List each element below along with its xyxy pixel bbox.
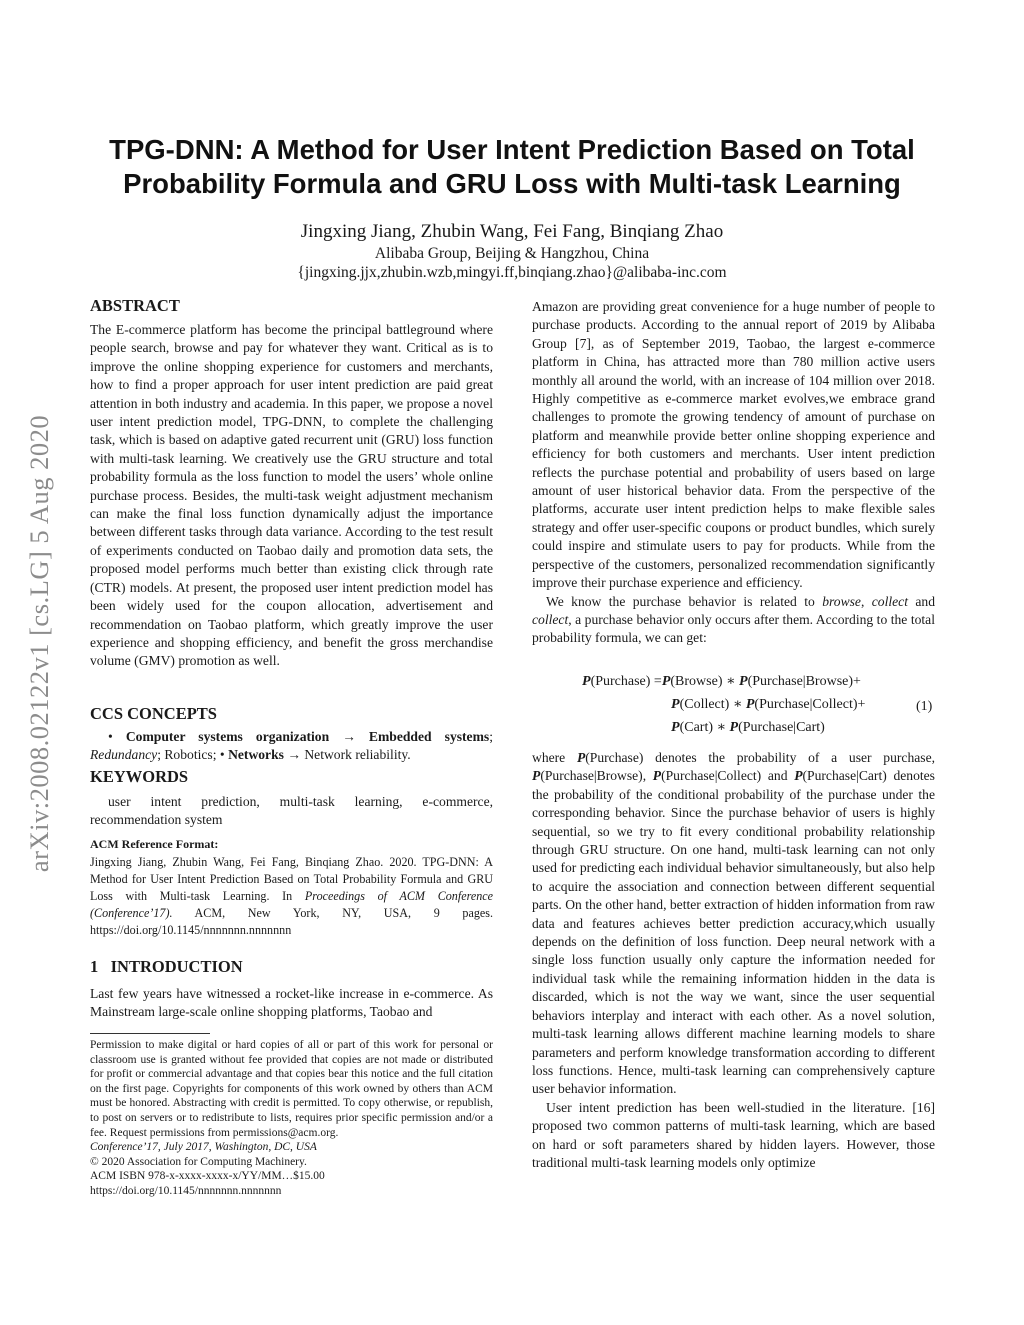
ccs-item: Embedded systems <box>368 729 490 744</box>
footnote-rule <box>90 1033 210 1034</box>
ccs-item: Network reliability. <box>304 747 411 763</box>
text-run: (Purchase|Cart) denotes the probability of the conditional probability of the purchase under the corresponding behavior. Since the purchase behavior of users is highly sequential, so we try to fit every conditional probability relationship through GRU structure. On one hand, multi-task learning can not only used for predicting each individual behavior simultaneously, but also help to acquire the association and connection between different sequential parts. On the other hand, better extraction of hidden information from raw data and features achieves better prediction accuracy,which usually depends on the definition of loss function. Deep neural network with a single loss function usually only capture the information needed for individual task while the remaining information hidden in the data is discarded, which is not the way we want, since the user sequential behaviors interplay and interact with each other. As a novel solution, multi-task learning allows different machine learning models to share parameters and perform knowledge transformation according to different loss functions. Hence, multi-task learning can comprehensively capture user behavior information. <box>532 768 935 1097</box>
ccs-item: Computer systems organization <box>125 729 330 744</box>
ccs-concepts <box>90 728 493 765</box>
intro-paragraph <box>532 749 935 1099</box>
equation-line-2 <box>671 696 865 714</box>
author-list: Jingxing Jiang, Zhubin Wang, Fei Fang, Binqiang Zhao <box>300 221 724 242</box>
text-run: and <box>908 593 936 609</box>
math-symbol: P <box>671 697 680 712</box>
math-symbol: P <box>661 674 671 689</box>
reference-part: ACM, New York, NY, USA, 9 pages. https://doi.org/10.1145/nnnnnnn.nnnnnnn <box>90 906 493 937</box>
emphasis: collect <box>871 593 908 609</box>
intro-paragraph <box>532 593 935 648</box>
math-symbol: P <box>794 768 803 784</box>
arrow: → <box>342 729 356 744</box>
math-symbol: P <box>729 720 739 735</box>
keywords-section <box>90 767 493 830</box>
bullet: • <box>108 729 113 744</box>
introduction-heading <box>90 957 493 977</box>
math-term: (Purchase|Cart) <box>738 720 825 735</box>
ccs-section <box>90 704 493 765</box>
math-term: (Purchase) = <box>590 674 662 689</box>
text-run: , <box>860 593 872 609</box>
text-run: (Purchase|Browse), <box>540 768 653 784</box>
math-term: (Purchase|Collect)+ <box>754 697 866 712</box>
ccs-item: Redundancy <box>90 747 158 763</box>
math-symbol: P <box>671 720 680 735</box>
reference-venue: Proceedings of ACM Conference (Conference’17). <box>90 889 493 920</box>
copyright-line: © 2020 Association for Computing Machinery. <box>90 1155 307 1168</box>
abstract-section <box>90 296 493 671</box>
keywords-heading: KEYWORDS <box>90 767 189 786</box>
ccs-heading: CCS CONCEPTS <box>90 704 217 723</box>
equation-number: (1) <box>916 699 933 714</box>
separator: ; Robotics; <box>157 747 217 763</box>
math-symbol: P <box>582 674 591 689</box>
ccs-item: Networks <box>228 747 284 763</box>
arrow: → <box>287 747 301 763</box>
copyright-footnote <box>90 1038 493 1199</box>
permission-notice: Permission to make digital or hard copies of all or part of this work for personal or classroom use is granted without fee provided that copies are not made or distributed for profit or commercial advantage and that copies bear this notice and the full citation on the first page. Copyrights for components of this work owned by others than ACM must be honored. Abstracting with credit is permitted. To copy otherwise, or republish, to post on servers or to redistribute to lists, requires prior specific permission and/or a fee. Request permissions from permissions@acm.org. <box>90 1039 493 1139</box>
emphasis: collect <box>532 611 569 627</box>
section-title: INTRODUCTION <box>110 957 243 976</box>
equation-line-1 <box>582 673 861 691</box>
math-symbol: P <box>576 750 586 765</box>
introduction-section <box>90 957 493 1022</box>
keywords-text: user intent prediction, multi-task learning, e-commerce, recommendation system <box>90 794 493 828</box>
intro-paragraph: Last few years have witnessed a rocket-like increase in e-commerce. As Mainstream large-scale online shopping platforms, Taobao and <box>90 986 493 1020</box>
abstract-text: The E-commerce platform has become the principal battleground where people search, browse and pay for whatever they want. Critical as is to improve the online shopping experience for customers and merchants, how to find a proper approach for user intent prediction are paid great attention in both industry and academia. In this paper, we propose a novel user intent prediction model, TPG-DNN, to complete the challenging task, which is based on adaptive gated recurrent unit (GRU) loss function with multi-task learning. We creatively use the GRU structure and total probability formula as the loss function to model the users’ whole online purchase process. Besides, the multi-task weight adjustment mechanism can make the final loss function dynamically adjust the importance between different tasks through data variance. According to the test result of experiments conducted on Taobao daily and promotion data sets, the proposed model performs much better than existing click through rate (CTR) models. At present, the proposed user intent prediction model has been widely used for the coupon allocation, advertisement and recommendation on Taobao platform, which greatly improve the user experience and shopping efficiency, and benefit the gross merchandise volume (GMV) promotion as well. <box>90 322 493 669</box>
affiliation: Alibaba Group, Beijing & Hangzhou, China <box>374 245 650 262</box>
math-term: (Collect) ∗ <box>679 697 746 712</box>
section-number: 1 <box>90 957 99 976</box>
doi-line: https://doi.org/10.1145/nnnnnnn.nnnnnnn <box>90 1184 282 1197</box>
author-emails: {jingxing.jjx,zhubin.wzb,mingyi.ff,binqiang.zhao}@alibaba-inc.com <box>297 264 727 281</box>
text-run: (Purchase) denotes the probability of a user purchase, <box>585 750 935 765</box>
math-term: (Purchase|Browse)+ <box>747 674 861 689</box>
arxiv-id-text: arXiv:2008.02122v1 [cs.LG] 5 Aug 2020 <box>24 414 55 872</box>
equation-line-3 <box>671 719 825 737</box>
intro-paragraph: User intent prediction has been well-studied in the literature. [16] proposed two common patterns of multi-task learning, which are based on hard or soft parameters shared by hidden layers. However, those traditional multi-task learning models only optimize <box>532 1099 935 1170</box>
text-run: (Purchase|Collect) and <box>661 768 795 784</box>
math-term: (Cart) ∗ <box>679 720 730 735</box>
math-symbol: P <box>652 768 662 784</box>
intro-right-column-continued <box>532 749 935 1172</box>
separator: ; <box>489 729 493 744</box>
emphasis: browse <box>822 593 861 609</box>
intro-paragraph: Amazon are providing great convenience for a huge number of people to purchase products. According to the annual report of 2019 by Alibaba Group [7], as of September 2019, Taobao, the largest e-commerce platform in China, has attracted more than 780 million active users monthly all around the world, with an increase of 104 million over 2018. Highly competitive as e-commerce market evolves,we embrace grand challenges to promote the growing tendency of amount of purchase on platform and meanwhile provide better online shopping experience and efficiency for both customers and merchants. User intent prediction reflects the purchase potential and probability of users based on large amount of user historical behavior data. From the perspective of the platforms, accurate user intent prediction helps to make flexible sales strategy and offer user-specific coupons or product bundles, which surely could inspire and stimulate users to pay for products. While from the perspective of the customers, personalized recommendation significantly improve their purchase experience and efficiency. <box>532 299 935 591</box>
acm-reference-format <box>90 837 493 939</box>
conference-info: Conference’17, July 2017, Washington, DC, USA <box>90 1141 317 1154</box>
reference-heading: ACM Reference Format: <box>90 837 219 851</box>
paper-title: TPG-DNN: A Method for User Intent Prediction Based on Total Probability Formula and GRU Loss with Multi-task Learning <box>109 134 915 199</box>
isbn-line: ACM ISBN 978-x-xxxx-xxxx-x/YY/MM…$15.00 <box>90 1170 325 1183</box>
abstract-heading: ABSTRACT <box>90 296 180 315</box>
math-term: (Browse) ∗ <box>670 674 740 689</box>
bullet: • <box>219 747 225 763</box>
arxiv-identifier <box>20 356 60 930</box>
reference-part: Jingxing Jiang, Zhubin Wang, Fei Fang, Binqiang Zhao. 2020. TPG-DNN: A Method for User Intent Prediction Based on Total Probability Formula and GRU Loss with Multi-task Learning. In <box>90 855 493 903</box>
math-symbol: P <box>745 697 755 712</box>
reference-text <box>90 854 493 939</box>
text-run: We know the purchase behavior is related to <box>546 593 823 609</box>
text-run: , a purchase behavior only occurs after them. According to the total probability formula, we can get: <box>532 611 935 646</box>
text-run: where <box>532 750 577 765</box>
math-symbol: P <box>532 768 541 784</box>
intro-right-column <box>532 298 935 648</box>
math-symbol: P <box>739 674 748 689</box>
